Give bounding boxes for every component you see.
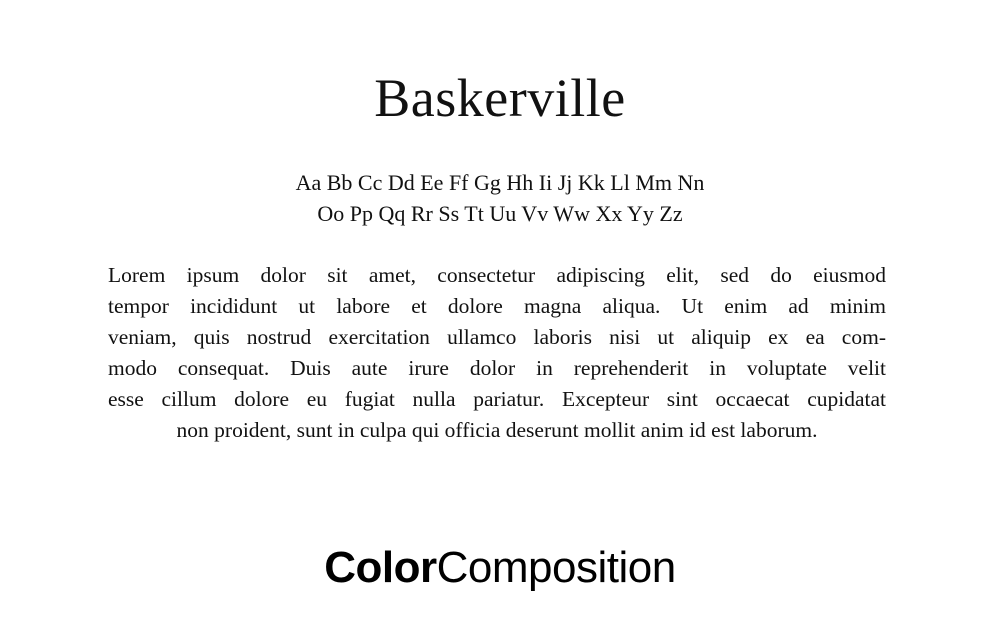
alphabet-specimen bbox=[0, 167, 1000, 229]
sample-line-1: Lorem ipsum dolor sit amet, consectetur adipiscing elit, sed do eiusmod bbox=[108, 263, 886, 287]
sample-line-6: non proident, sunt in culpa qui officia deserunt mollit anim id est laborum. bbox=[176, 418, 818, 442]
sample-line-5: esse cillum dolore eu fugiat nulla pariatur. Excepteur sint occaecat cupidatat bbox=[108, 387, 886, 411]
sample-paragraph bbox=[108, 260, 886, 446]
sample-line-3: veniam, quis nostrud exercitation ullamco laboris nisi ut aliquip ex ea com- bbox=[108, 325, 886, 349]
sample-line-4: modo consequat. Duis aute irure dolor in reprehenderit in voluptate velit bbox=[108, 356, 886, 380]
font-name-title: Baskerville bbox=[374, 68, 626, 128]
brand-logo-regular-part: Composition bbox=[436, 543, 676, 592]
alphabet-line-2: Oo Pp Qq Rr Ss Tt Uu Vv Ww Xx Yy Zz bbox=[317, 201, 683, 226]
brand-logo bbox=[0, 540, 1000, 596]
brand-logo-bold-part: Color bbox=[324, 543, 437, 592]
sample-line-2: tempor incididunt ut labore et dolore magna aliqua. Ut enim ad minim bbox=[108, 294, 886, 318]
alphabet-line-1: Aa Bb Cc Dd Ee Ff Gg Hh Ii Jj Kk Ll Mm Nn bbox=[295, 170, 705, 195]
